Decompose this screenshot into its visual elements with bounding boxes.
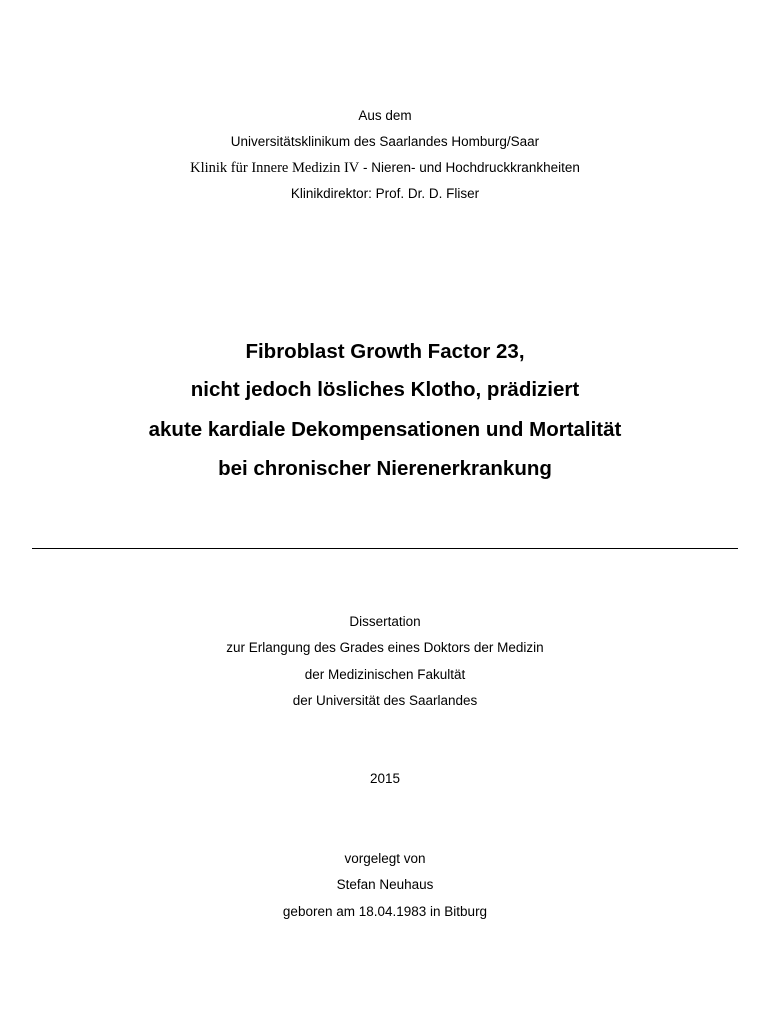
dissertation-university: der Universität des Saarlandes — [292, 693, 478, 708]
author-presented-by: vorgelegt von — [344, 851, 426, 866]
dissertation-purpose: zur Erlangung des Grades eines Doktors der Medizin — [226, 640, 544, 655]
header-clinic-department: - Nieren- und Hochdruckkrankheiten — [359, 160, 580, 175]
title-line-4: bei chronischer Nierenerkrankung — [218, 457, 552, 480]
header-university: Universitätsklinikum des Saarlandes Homburg/Saar — [230, 134, 540, 149]
horizontal-divider — [32, 548, 738, 549]
header-clinic — [0, 160, 770, 176]
dissertation-faculty: der Medizinischen Fakultät — [304, 667, 466, 682]
year: 2015 — [369, 771, 401, 786]
title-line-1: Fibroblast Growth Factor 23, — [245, 340, 525, 363]
header-director: Klinikdirektor: Prof. Dr. D. Fliser — [290, 186, 480, 201]
title-line-3: akute kardiale Dekompensationen und Mortalität — [148, 418, 622, 441]
title-line-2: nicht jedoch lösliches Klotho, prädiziert — [190, 378, 580, 401]
author-name: Stefan Neuhaus — [336, 877, 434, 892]
dissertation-label: Dissertation — [349, 614, 421, 629]
header-clinic-name: Klinik für Innere Medizin IV — [190, 160, 360, 176]
author-birth: geboren am 18.04.1983 in Bitburg — [282, 904, 488, 919]
header-aus-dem: Aus dem — [358, 108, 412, 123]
